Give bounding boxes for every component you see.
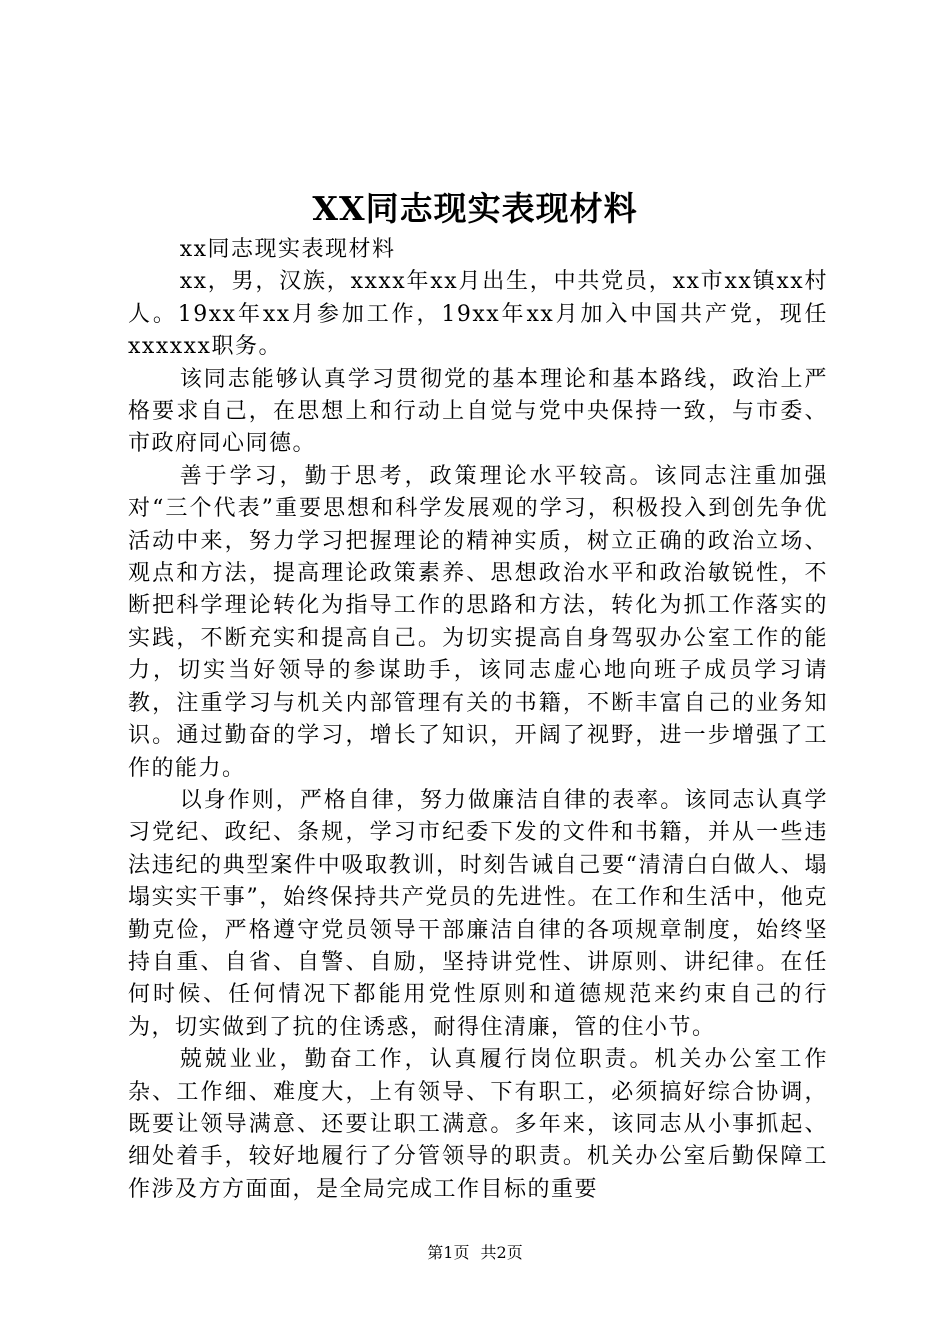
- page-total: 共2页: [480, 1243, 523, 1262]
- body-paragraph: 兢兢业业，勤奋工作，认真履行岗位职责。机关办公室工作杂、工作细、难度大，上有领导、下有职工，必须搞好综合协调，既要让领导满意、还要让职工满意。多年来，该同志从小事抓起、细处着手，较好地履行了分管领导的职责。机关办公室后勤保障工作涉及方方面面，是全局完成工作目标的重要: [128, 1047, 828, 1202]
- page-number: 第1页: [427, 1243, 470, 1262]
- document-title: XX同志现实表现材料: [312, 189, 638, 228]
- document-body: [128, 234, 828, 1206]
- body-paragraph: 以身作则，严格自律，努力做廉洁自律的表率。该同志认真学习党纪、政纪、条规，学习市纪委下发的文件和书籍，并从一些违法违纪的典型案件中吸取教训，时刻告诫自己要“清清白白做人、塌塌实实干事”，始终保持共产党员的先进性。在工作和生活中，他克勤克俭，严格遵守党员领导干部廉洁自律的各项规章制度，始终坚持自重、自省、自警、自励，坚持讲党性、讲原则、讲纪律。在任何时候、任何情况下都能用党性原则和道德规范来约束自己的行为，切实做到了抗的住诱惑，耐得住清廉，管的住小节。: [128, 787, 828, 1040]
- body-paragraph: xx，男，汉族，xxxx年xx月出生，中共党员，xx市xx镇xx村人。19xx年xx月参加工作，19xx年xx月加入中国共产党，现任xxxxxx职务。: [128, 269, 828, 360]
- body-paragraph: 善于学习，勤于思考，政策理论水平较高。该同志注重加强对“三个代表”重要思想和科学发展观的学习，积极投入到创先争优活动中来，努力学习把握理论的精神实质，树立正确的政治立场、观点和方法，提高理论政策素养、思想政治水平和政治敏锐性，不断把科学理论转化为指导工作的思路和方法，转化为抓工作落实的实践，不断充实和提高自己。为切实提高自身驾驭办公室工作的能力，切实当好领导的参谋助手，该同志虚心地向班子成员学习请教，注重学习与机关内部管理有关的书籍，不断丰富自己的业务知识。通过勤奋的学习，增长了知识，开阔了视野，进一步增强了工作的能力。: [128, 463, 828, 781]
- page-footer: [0, 1242, 950, 1264]
- body-paragraph: xx同志现实表现材料: [179, 237, 396, 262]
- body-paragraph: 该同志能够认真学习贯彻党的基本理论和基本路线，政治上严格要求自己，在思想上和行动上自觉与党中央保持一致，与市委、市政府同心同德。: [128, 366, 828, 457]
